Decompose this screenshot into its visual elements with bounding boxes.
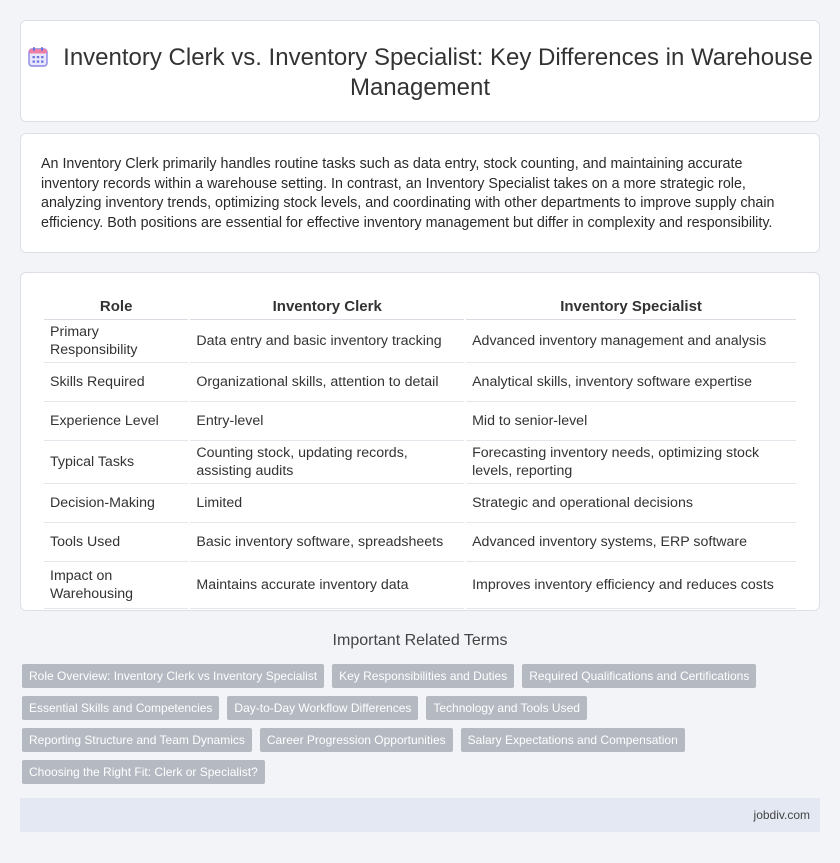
table-row <box>44 562 796 609</box>
clerk-cell: Entry-level <box>190 402 464 441</box>
related-terms-heading: Important Related Terms <box>332 632 508 649</box>
related-term-tag[interactable]: Essential Skills and Competencies <box>22 696 219 720</box>
related-term-tag[interactable]: Role Overview: Inventory Clerk vs Inventory Specialist <box>22 664 324 688</box>
clerk-cell: Basic inventory software, spreadsheets <box>190 523 464 562</box>
clerk-cell: Data entry and basic inventory tracking <box>190 320 464 363</box>
table-row <box>44 523 796 562</box>
specialist-cell: Forecasting inventory needs, optimizing stock levels, reporting <box>466 441 796 484</box>
table-header-row <box>44 294 796 320</box>
related-terms-list <box>22 664 782 784</box>
row-label: Tools Used <box>44 523 188 562</box>
header-role: Role <box>44 294 188 320</box>
header-inventory-clerk: Inventory Clerk <box>190 294 464 320</box>
specialist-cell: Advanced inventory systems, ERP software <box>466 523 796 562</box>
clerk-cell: Organizational skills, attention to detail <box>190 363 464 402</box>
row-label: Typical Tasks <box>44 441 188 484</box>
comparison-table <box>42 294 798 609</box>
page-title: Inventory Clerk vs. Inventory Specialist: Key Differences in Warehouse Management <box>63 44 813 101</box>
row-label: Experience Level <box>44 402 188 441</box>
specialist-cell: Mid to senior-level <box>466 402 796 441</box>
site-link[interactable]: jobdiv.com <box>753 808 810 822</box>
comparison-card <box>20 272 820 611</box>
specialist-cell: Advanced inventory management and analysis <box>466 320 796 363</box>
related-term-tag[interactable]: Salary Expectations and Compensation <box>461 728 685 752</box>
related-term-tag[interactable]: Technology and Tools Used <box>426 696 587 720</box>
related-term-tag[interactable]: Reporting Structure and Team Dynamics <box>22 728 252 752</box>
row-label: Decision-Making <box>44 484 188 523</box>
related-term-tag[interactable]: Required Qualifications and Certifications <box>522 664 756 688</box>
clerk-cell: Counting stock, updating records, assisting audits <box>190 441 464 484</box>
specialist-cell: Strategic and operational decisions <box>466 484 796 523</box>
related-term-tag[interactable]: Choosing the Right Fit: Clerk or Specialist? <box>22 760 265 784</box>
row-label: Impact on Warehousing <box>44 562 188 609</box>
specialist-cell: Improves inventory efficiency and reduces costs <box>466 562 796 609</box>
related-term-tag[interactable]: Day-to-Day Workflow Differences <box>227 696 418 720</box>
header-inventory-specialist: Inventory Specialist <box>466 294 796 320</box>
row-label: Primary Responsibility <box>44 320 188 363</box>
related-term-tag[interactable]: Career Progression Opportunities <box>260 728 453 752</box>
related-term-tag[interactable]: Key Responsibilities and Duties <box>332 664 514 688</box>
table-row <box>44 441 796 484</box>
specialist-cell: Analytical skills, inventory software expertise <box>466 363 796 402</box>
table-row <box>44 320 796 363</box>
table-row <box>44 484 796 523</box>
calendar-icon <box>27 46 49 68</box>
intro-paragraph: An Inventory Clerk primarily handles routine tasks such as data entry, stock counting, and maintaining accurate inventory records within a warehouse setting. In contrast, an Inventory Specialist takes on a more strategic role, analyzing inventory trends, optimizing stock levels, and coordinating with other departments to improve supply chain efficiency. Both positions are essential for effective inventory management but differ in complexity and responsibility. <box>41 156 775 231</box>
row-label: Skills Required <box>44 363 188 402</box>
footer-bar <box>20 798 820 832</box>
intro-card <box>20 133 820 253</box>
table-row <box>44 402 796 441</box>
title-card <box>20 20 820 122</box>
table-row <box>44 363 796 402</box>
clerk-cell: Limited <box>190 484 464 523</box>
clerk-cell: Maintains accurate inventory data <box>190 562 464 609</box>
